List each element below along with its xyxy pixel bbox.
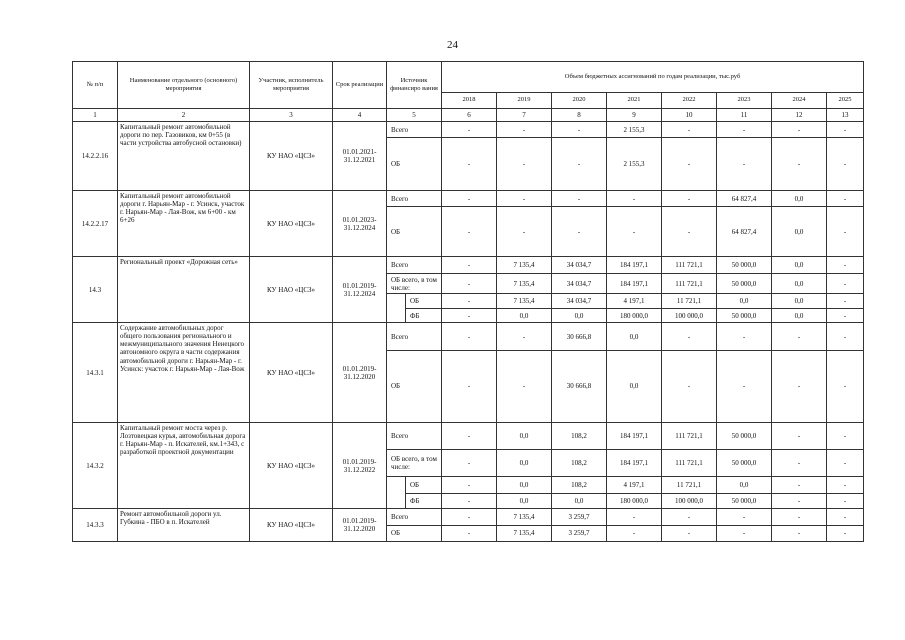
amount-cell: - [717,121,772,137]
amount-cell: 50 000,0 [717,422,772,449]
year-header: 2022 [662,92,717,108]
amount-cell: - [772,450,827,476]
amount-cell: 7 135,4 [497,509,552,525]
amount-cell: - [772,121,827,137]
amount-cell: 0,0 [497,450,552,476]
amount-cell: - [497,121,552,137]
amount-cell: 0,0 [497,476,552,493]
amount-cell: - [827,525,864,541]
amount-cell: - [442,309,497,323]
column-number: 4 [333,108,387,121]
column-number: 3 [250,108,333,121]
source: ОБ [387,350,442,422]
amount-cell: - [552,207,607,257]
source: ОБ [406,476,442,493]
amount-cell: - [607,207,662,257]
column-number: 13 [827,108,864,121]
column-number: 6 [442,108,497,121]
amount-cell: - [442,293,497,308]
amount-cell: 100 000,0 [662,309,717,323]
amount-cell: - [717,525,772,541]
term: 01.01.2023-31.12.2024 [333,191,387,257]
source: Всего [387,257,442,274]
amount-cell: - [772,525,827,541]
amount-cell: 30 666,8 [552,350,607,422]
amount-cell: - [772,323,827,350]
amount-cell: 3 259,7 [552,525,607,541]
source: ОБ [387,207,442,257]
activity-name: Капитальный ремонт автомобильной дороги г. Нарьян-Мар - г. Усинск, участок г. Нарьян-Мар - Лая-Вож, км 6+00 - км 6+26 [118,191,250,257]
amount-cell: - [442,274,497,293]
page-number: 24 [447,39,458,51]
table-row [73,121,864,137]
amount-cell: - [827,207,864,257]
year-header: 2021 [607,92,662,108]
source: ОБ [406,293,442,308]
amount-cell: - [552,138,607,191]
amount-cell: 4 197,1 [607,476,662,493]
amount-cell: 64 827,4 [717,207,772,257]
source: Всего [387,191,442,207]
amount-cell: - [442,323,497,350]
amount-cell: - [827,494,864,509]
participant: КУ НАО «ЦСЗ» [250,323,333,423]
activity-name: Региональный проект «Дорожная сеть» [118,257,250,323]
column-number: 2 [118,108,250,121]
source: ОБ [387,138,442,191]
amount-cell: - [442,476,497,493]
amount-cell: - [662,350,717,422]
amount-cell: - [497,207,552,257]
amount-cell: 184 197,1 [607,422,662,449]
amount-cell: 184 197,1 [607,450,662,476]
column-number: 10 [662,108,717,121]
amount-cell: 50 000,0 [717,257,772,274]
table-row [73,509,864,525]
amount-cell: - [662,207,717,257]
amount-cell: 100 000,0 [662,494,717,509]
row-number: 14.2.2.17 [73,191,118,257]
participant: КУ НАО «ЦСЗ» [250,121,333,190]
column-number: 1 [73,108,118,121]
term: 01.01.2019-31.12.2020 [333,509,387,542]
year-header: 2020 [552,92,607,108]
activity-name: Содержание автомобильных дорог общего пользования регионального и межмуниципального значения Ненецкого автономного округа в части содержания автомобильной дороги г. Нарьян-Мар - г. Усинск: участок г. Нарьян-Мар - Лая-Вож [118,323,250,423]
amount-cell: - [827,191,864,207]
amount-cell: 0,0 [772,293,827,308]
amount-cell: 34 034,7 [552,274,607,293]
source: ФБ [406,494,442,509]
amount-cell: - [717,350,772,422]
amount-cell: - [717,138,772,191]
row-number: 14.3.1 [73,323,118,423]
header-num: № п/п [73,62,118,109]
amount-cell: - [497,350,552,422]
amount-cell: - [442,350,497,422]
year-header: 2023 [717,92,772,108]
column-number: 5 [387,108,442,121]
amount-cell: 7 135,4 [497,257,552,274]
amount-cell: - [442,257,497,274]
term: 01.01.2019-31.12.2022 [333,422,387,508]
amount-cell: 108,2 [552,422,607,449]
activity-name: Капитальный ремонт автомобильной дороги по пер. Газовиков, км 0+55 (в части устройства автобусной остановки) [118,121,250,190]
amount-cell: - [552,191,607,207]
column-number: 7 [497,108,552,121]
amount-cell: 111 721,1 [662,422,717,449]
amount-cell: 0,0 [772,309,827,323]
column-number: 9 [607,108,662,121]
amount-cell: 184 197,1 [607,274,662,293]
amount-cell: 108,2 [552,476,607,493]
year-header: 2024 [772,92,827,108]
amount-cell: - [662,509,717,525]
amount-cell: - [827,293,864,308]
column-number: 8 [552,108,607,121]
participant: КУ НАО «ЦСЗ» [250,509,333,542]
amount-cell: - [772,494,827,509]
participant: КУ НАО «ЦСЗ» [250,257,333,323]
amount-cell: - [772,476,827,493]
year-header: 2019 [497,92,552,108]
amount-cell: - [442,207,497,257]
amount-cell: - [772,138,827,191]
amount-cell: 11 721,1 [662,293,717,308]
amount-cell: 0,0 [497,309,552,323]
header-volume: Объем бюджетных ассигнований по годам реализации, тыс.руб [442,62,864,93]
participant: КУ НАО «ЦСЗ» [250,422,333,508]
activity-name: Капитальный ремонт моста через р. Лозтовецкая курья, автомобильная дорога г. Нарьян-Мар - п. Искателей, км.1+343, с разработкой проектной документации [118,422,250,508]
amount-cell: 4 197,1 [607,293,662,308]
amount-cell: 0,0 [772,207,827,257]
amount-cell: 0,0 [497,422,552,449]
amount-cell: - [442,121,497,137]
amount-cell: 0,0 [717,476,772,493]
amount-cell: 111 721,1 [662,257,717,274]
amount-cell: - [827,350,864,422]
amount-cell: - [717,323,772,350]
budget-table [72,61,864,542]
amount-cell: - [442,422,497,449]
amount-cell: - [772,350,827,422]
term: 01.01.2019-31.12.2020 [333,323,387,423]
amount-cell: - [662,323,717,350]
amount-cell: 3 259,7 [552,509,607,525]
amount-cell: 0,0 [497,494,552,509]
header-participant: Участник, исполнитель мероприятия [250,62,333,109]
amount-cell: - [827,138,864,191]
indent-cell [387,476,406,509]
amount-cell: - [442,509,497,525]
amount-cell: - [662,138,717,191]
amount-cell: - [827,509,864,525]
amount-cell: 7 135,4 [497,293,552,308]
amount-cell: - [827,121,864,137]
column-number: 12 [772,108,827,121]
amount-cell: - [442,494,497,509]
row-number: 14.3 [73,257,118,323]
amount-cell: - [772,509,827,525]
amount-cell: 111 721,1 [662,450,717,476]
term: 01.01.2021-31.12.2021 [333,121,387,190]
amount-cell: 50 000,0 [717,494,772,509]
amount-cell: - [607,191,662,207]
source: ФБ [406,309,442,323]
amount-cell: 0,0 [772,257,827,274]
amount-cell: 108,2 [552,450,607,476]
amount-cell: - [662,121,717,137]
amount-cell: 180 000,0 [607,494,662,509]
amount-cell: - [552,121,607,137]
row-number: 14.2.2.16 [73,121,118,190]
amount-cell: 64 827,4 [717,191,772,207]
amount-cell: 34 034,7 [552,293,607,308]
source: ОБ всего, в том числе: [387,274,442,293]
amount-cell: 2 155,3 [607,138,662,191]
amount-cell: - [607,509,662,525]
table-row [73,422,864,449]
row-number: 14.3.3 [73,509,118,542]
amount-cell: - [662,191,717,207]
amount-cell: 180 000,0 [607,309,662,323]
indent-cell [387,293,406,322]
source: Всего [387,121,442,137]
amount-cell: - [497,191,552,207]
amount-cell: - [442,525,497,541]
amount-cell: 30 666,8 [552,323,607,350]
activity-name: Ремонт автомобильной дороги ул. Губкина - ПБО в п. Искателей [118,509,250,542]
column-number: 11 [717,108,772,121]
year-header: 2025 [827,92,864,108]
source: Всего [387,323,442,350]
amount-cell: - [442,450,497,476]
row-number: 14.3.2 [73,422,118,508]
amount-cell: 111 721,1 [662,274,717,293]
amount-cell: - [442,138,497,191]
table-row [73,191,864,207]
amount-cell: - [827,476,864,493]
amount-cell: - [497,138,552,191]
amount-cell: 34 034,7 [552,257,607,274]
table-row [73,323,864,350]
amount-cell: 0,0 [607,323,662,350]
amount-cell: 50 000,0 [717,450,772,476]
source: ОБ [387,525,442,541]
amount-cell: - [497,323,552,350]
header-name: Наименование отдельного (основного) мероприятия [118,62,250,109]
amount-cell: - [827,422,864,449]
amount-cell: 0,0 [552,309,607,323]
source: Всего [387,509,442,525]
amount-cell: 0,0 [717,293,772,308]
amount-cell: 50 000,0 [717,274,772,293]
source: ОБ всего, в том числе: [387,450,442,476]
amount-cell: - [827,450,864,476]
amount-cell: 0,0 [607,350,662,422]
participant: КУ НАО «ЦСЗ» [250,191,333,257]
amount-cell: 7 135,4 [497,274,552,293]
header-term: Срок реализации [333,62,387,109]
amount-cell: 0,0 [772,191,827,207]
amount-cell: - [607,525,662,541]
amount-cell: - [772,422,827,449]
amount-cell: 0,0 [552,494,607,509]
amount-cell: - [827,257,864,274]
amount-cell: - [827,323,864,350]
table-row [73,257,864,274]
amount-cell: - [827,274,864,293]
amount-cell: - [662,525,717,541]
term: 01.01.2019-31.12.2024 [333,257,387,323]
header-source: Источник финансиро вания [387,62,442,109]
amount-cell: 2 155,3 [607,121,662,137]
amount-cell: 50 000,0 [717,309,772,323]
amount-cell: - [717,509,772,525]
amount-cell: - [827,309,864,323]
amount-cell: - [442,191,497,207]
source: Всего [387,422,442,449]
amount-cell: 7 135,4 [497,525,552,541]
year-header: 2018 [442,92,497,108]
amount-cell: 11 721,1 [662,476,717,493]
amount-cell: 184 197,1 [607,257,662,274]
amount-cell: 0,0 [772,274,827,293]
